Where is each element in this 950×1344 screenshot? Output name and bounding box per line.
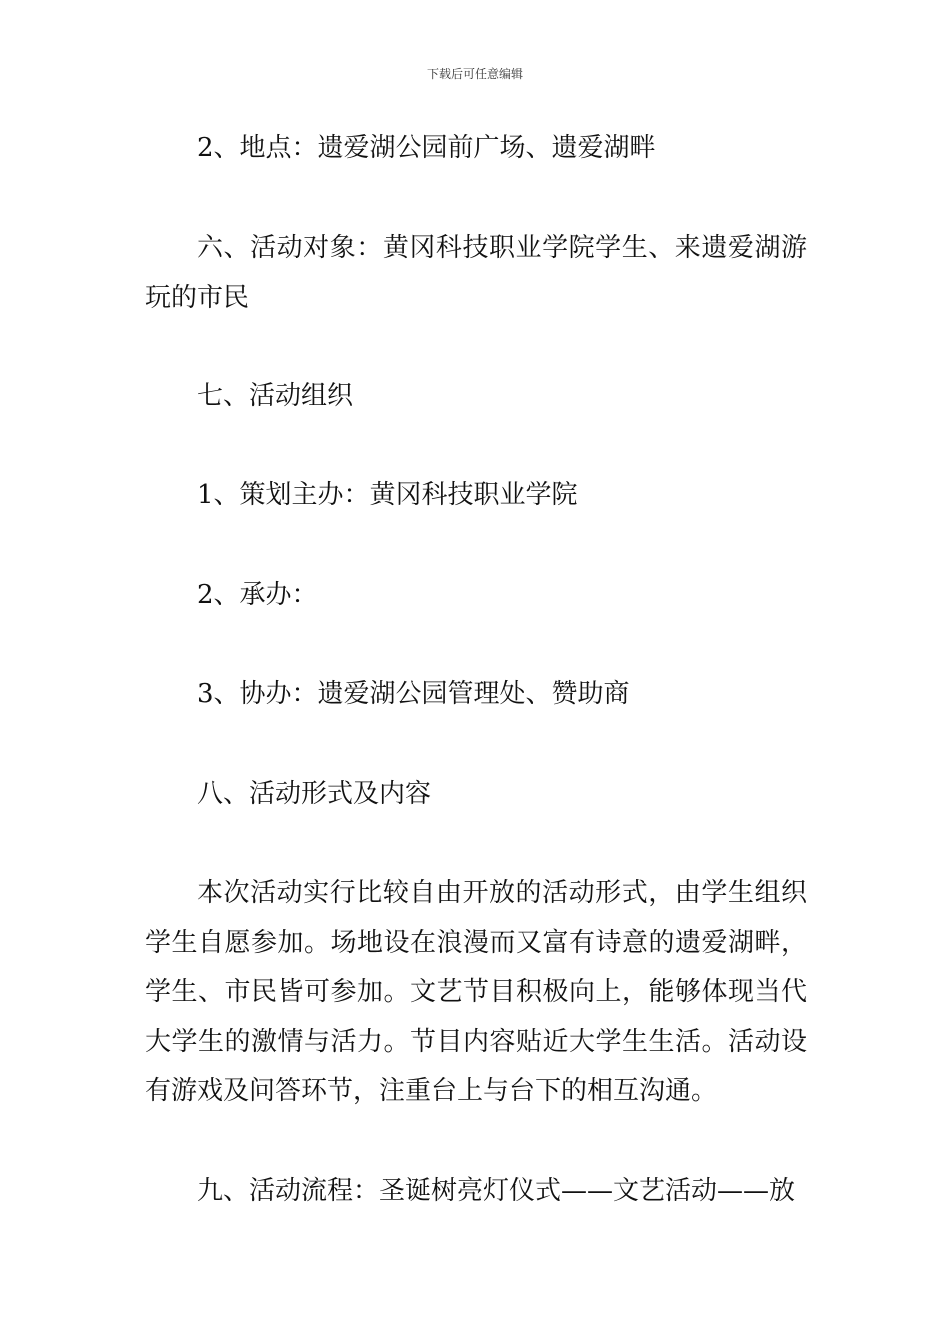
paragraph-form-content: 本次活动实行比较自由开放的活动形式，由学生组织学生自愿参加。场地设在浪漫而又富有诗意的遗爱湖畔，学生、市民皆可参加。文艺节目积极向上，能够体现当代大学生的激情与活力。节目内容贴近大学生生活。活动设有游戏及问答环节，注重台上与台下的相互沟通。	[145, 878, 807, 1106]
paragraph-form-heading: 八、活动形式及内容	[197, 779, 432, 809]
paragraph-organizer: 1、策划主办：黄冈科技职业学院	[197, 480, 578, 510]
paragraph-co-organizer: 3、协办：遗爱湖公园管理处、赞助商	[197, 679, 630, 709]
paragraph-audience: 六、活动对象：黄冈科技职业学院学生、来遗爱湖游玩的市民	[145, 233, 807, 313]
paragraph-process: 九、活动流程：圣诞树亮灯仪式——文艺活动——放	[197, 1176, 796, 1206]
page-header: 下载后可任意编辑	[426, 67, 523, 81]
paragraph-undertaker: 2、承办：	[197, 580, 318, 610]
paragraph-organization-heading: 七、活动组织	[197, 381, 354, 411]
paragraph-location: 2、地点：遗爱湖公园前广场、遗爱湖畔	[197, 133, 656, 163]
